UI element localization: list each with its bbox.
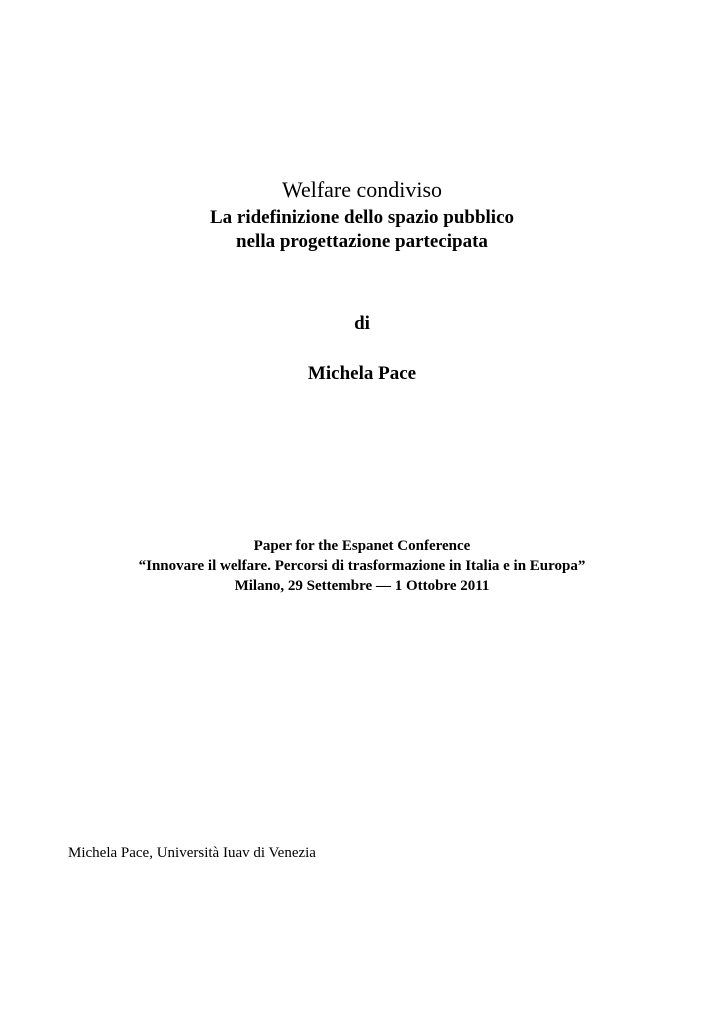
conference-line: Paper for the Espanet Conference: [253, 538, 471, 554]
document-subtitle: [0, 206, 724, 254]
document-title: Welfare condiviso: [281, 177, 443, 202]
subtitle-line: nella progettazione partecipata: [236, 231, 488, 252]
conference-info: [0, 536, 724, 596]
author-name: Michela Pace: [307, 363, 417, 384]
by-label: di: [354, 313, 370, 334]
conference-line: “Innovare il welfare. Percorsi di trasformazione in Italia e in Europa”: [138, 558, 586, 574]
subtitle-line: La ridefinizione dello spazio pubblico: [209, 207, 515, 228]
author-affiliation: Michela Pace, Università Iuav di Venezia: [68, 845, 316, 861]
conference-line: Milano, 29 Settembre — 1 Ottobre 2011: [234, 578, 490, 594]
